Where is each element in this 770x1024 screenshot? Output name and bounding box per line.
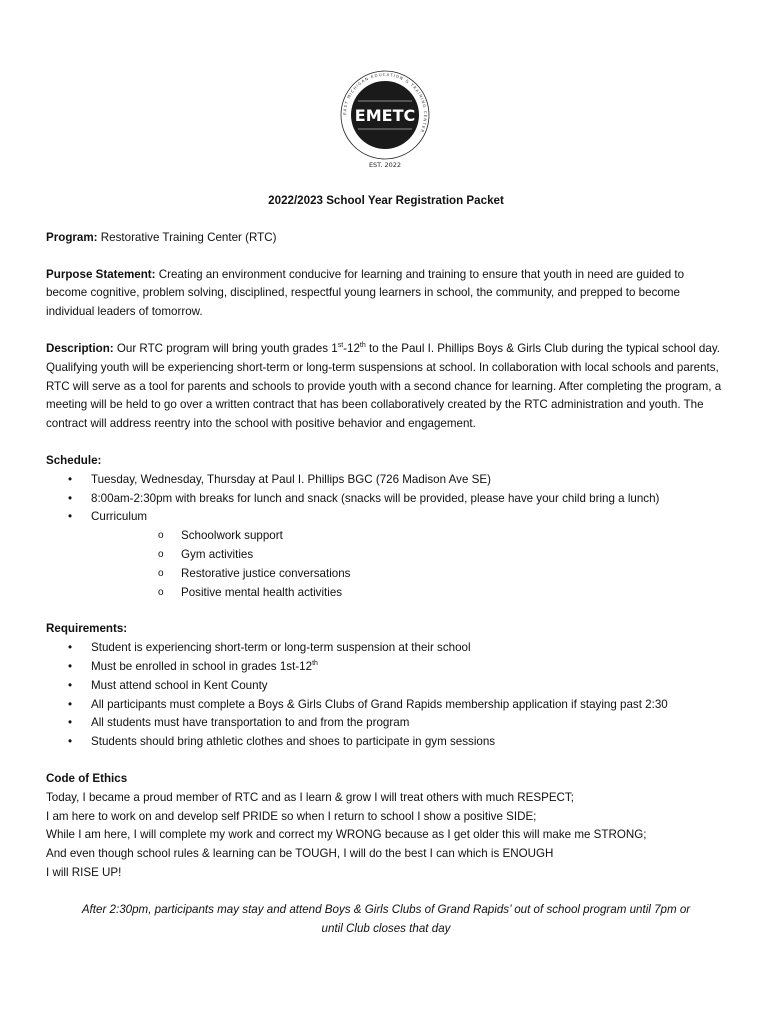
program-label: Program: [46, 230, 98, 244]
closing-line-2: until Club closes that day [321, 921, 451, 935]
schedule-item-curriculum [46, 508, 726, 602]
curriculum-item: o Restorative justice conversations [91, 565, 726, 584]
logo-ring-text: EAST MICHIGAN EDUCATION & TRAINING CENTER [341, 71, 429, 134]
description-sup-2: th [359, 342, 366, 350]
description-sup-1: st [337, 342, 344, 350]
purpose-label: Purpose Statement: [46, 267, 156, 281]
schedule-list [46, 471, 726, 603]
requirement-grades-text: Must be enrolled in school in grades 1st-12 [91, 659, 313, 673]
program-section [46, 229, 726, 248]
requirement-item: • Must attend school in Kent County [46, 677, 726, 696]
closing-line-1: After 2:30pm, participants may stay and attend Boys & Girls Clubs of Grand Rapids’ out of school program until 7pm or [81, 902, 691, 916]
logo-established: EST. 2022 [368, 161, 402, 169]
description-text-mid: -12 [343, 341, 360, 355]
code-of-ethics-body [46, 789, 726, 883]
emetc-logo-icon [330, 70, 440, 170]
requirements-list [46, 639, 726, 752]
requirement-item: • All students must have transportation to and from the program [46, 714, 726, 733]
description-text-after: to the Paul I. Phillips Boys & Girls Club during the typical school day. Qualifying youth will be experiencing short-term or long-term suspensions at school. In collaboration with local schools and parents, RTC will serve as a tool for parents and schools to provide youth with a second chance for learning. After completing the program, a meeting will be held to go over a written contract that has been collaboratively created by the RTC administration and youth. The contract will address reentry into the school with positive behavior and engagement. [46, 341, 722, 431]
description-section [46, 340, 726, 434]
ethics-line: And even though school rules & learning can be TOUGH, I will do the best I can which is ENOUGH [46, 847, 554, 861]
program-value: Restorative Training Center (RTC) [100, 230, 277, 244]
schedule-heading: Schedule: [46, 453, 102, 467]
curriculum-label: Curriculum [91, 510, 148, 524]
curriculum-list [91, 527, 726, 602]
requirement-item: • All participants must complete a Boys & Girls Clubs of Grand Rapids membership application if staying past 2:30 [46, 696, 726, 715]
ethics-line: Today, I became a proud member of RTC and as I learn & grow I will treat others with much RESPECT; [46, 790, 574, 804]
curriculum-item: o Positive mental health activities [91, 584, 726, 603]
curriculum-item: o Schoolwork support [91, 527, 726, 546]
requirement-grades-sup: th [312, 660, 318, 668]
ethics-line: While I am here, I will complete my work and correct my WRONG because as I get older this will make me STRONG; [46, 828, 647, 842]
schedule-item: • 8:00am-2:30pm with breaks for lunch and snack (snacks will be provided, please have your child bring a lunch) [46, 490, 726, 509]
logo-text: EMETC [354, 106, 416, 125]
document-content [46, 192, 726, 938]
ethics-line: I will RISE UP! [46, 865, 122, 879]
schedule-item: • Tuesday, Wednesday, Thursday at Paul I. Phillips BGC (726 Madison Ave SE) [46, 471, 726, 490]
curriculum-item: o Gym activities [91, 546, 726, 565]
requirement-item [46, 658, 726, 677]
description-label: Description: [46, 341, 114, 355]
emetc-logo [330, 70, 440, 170]
description-text-before: Our RTC program will bring youth grades 1 [116, 341, 338, 355]
requirements-heading: Requirements: [46, 622, 128, 636]
page-title: 2022/2023 School Year Registration Packet [268, 194, 504, 207]
purpose-text: Creating an environment conducive for learning and training to ensure that youth in need are guided to become cognitive, problem solving, disciplined, respectful young learners in school, the community, and prepped to become individual leaders of tomorrow. [46, 267, 685, 319]
ethics-line: I am here to work on and develop self PRIDE so when I return to school I show a positive SIDE; [46, 809, 537, 823]
code-of-ethics-heading: Code of Ethics [46, 771, 128, 785]
requirement-item: • Student is experiencing short-term or long-term suspension at their school [46, 639, 726, 658]
purpose-section [46, 266, 726, 322]
requirement-item: • Students should bring athletic clothes and shoes to participate in gym sessions [46, 733, 726, 752]
closing-note [46, 901, 726, 939]
